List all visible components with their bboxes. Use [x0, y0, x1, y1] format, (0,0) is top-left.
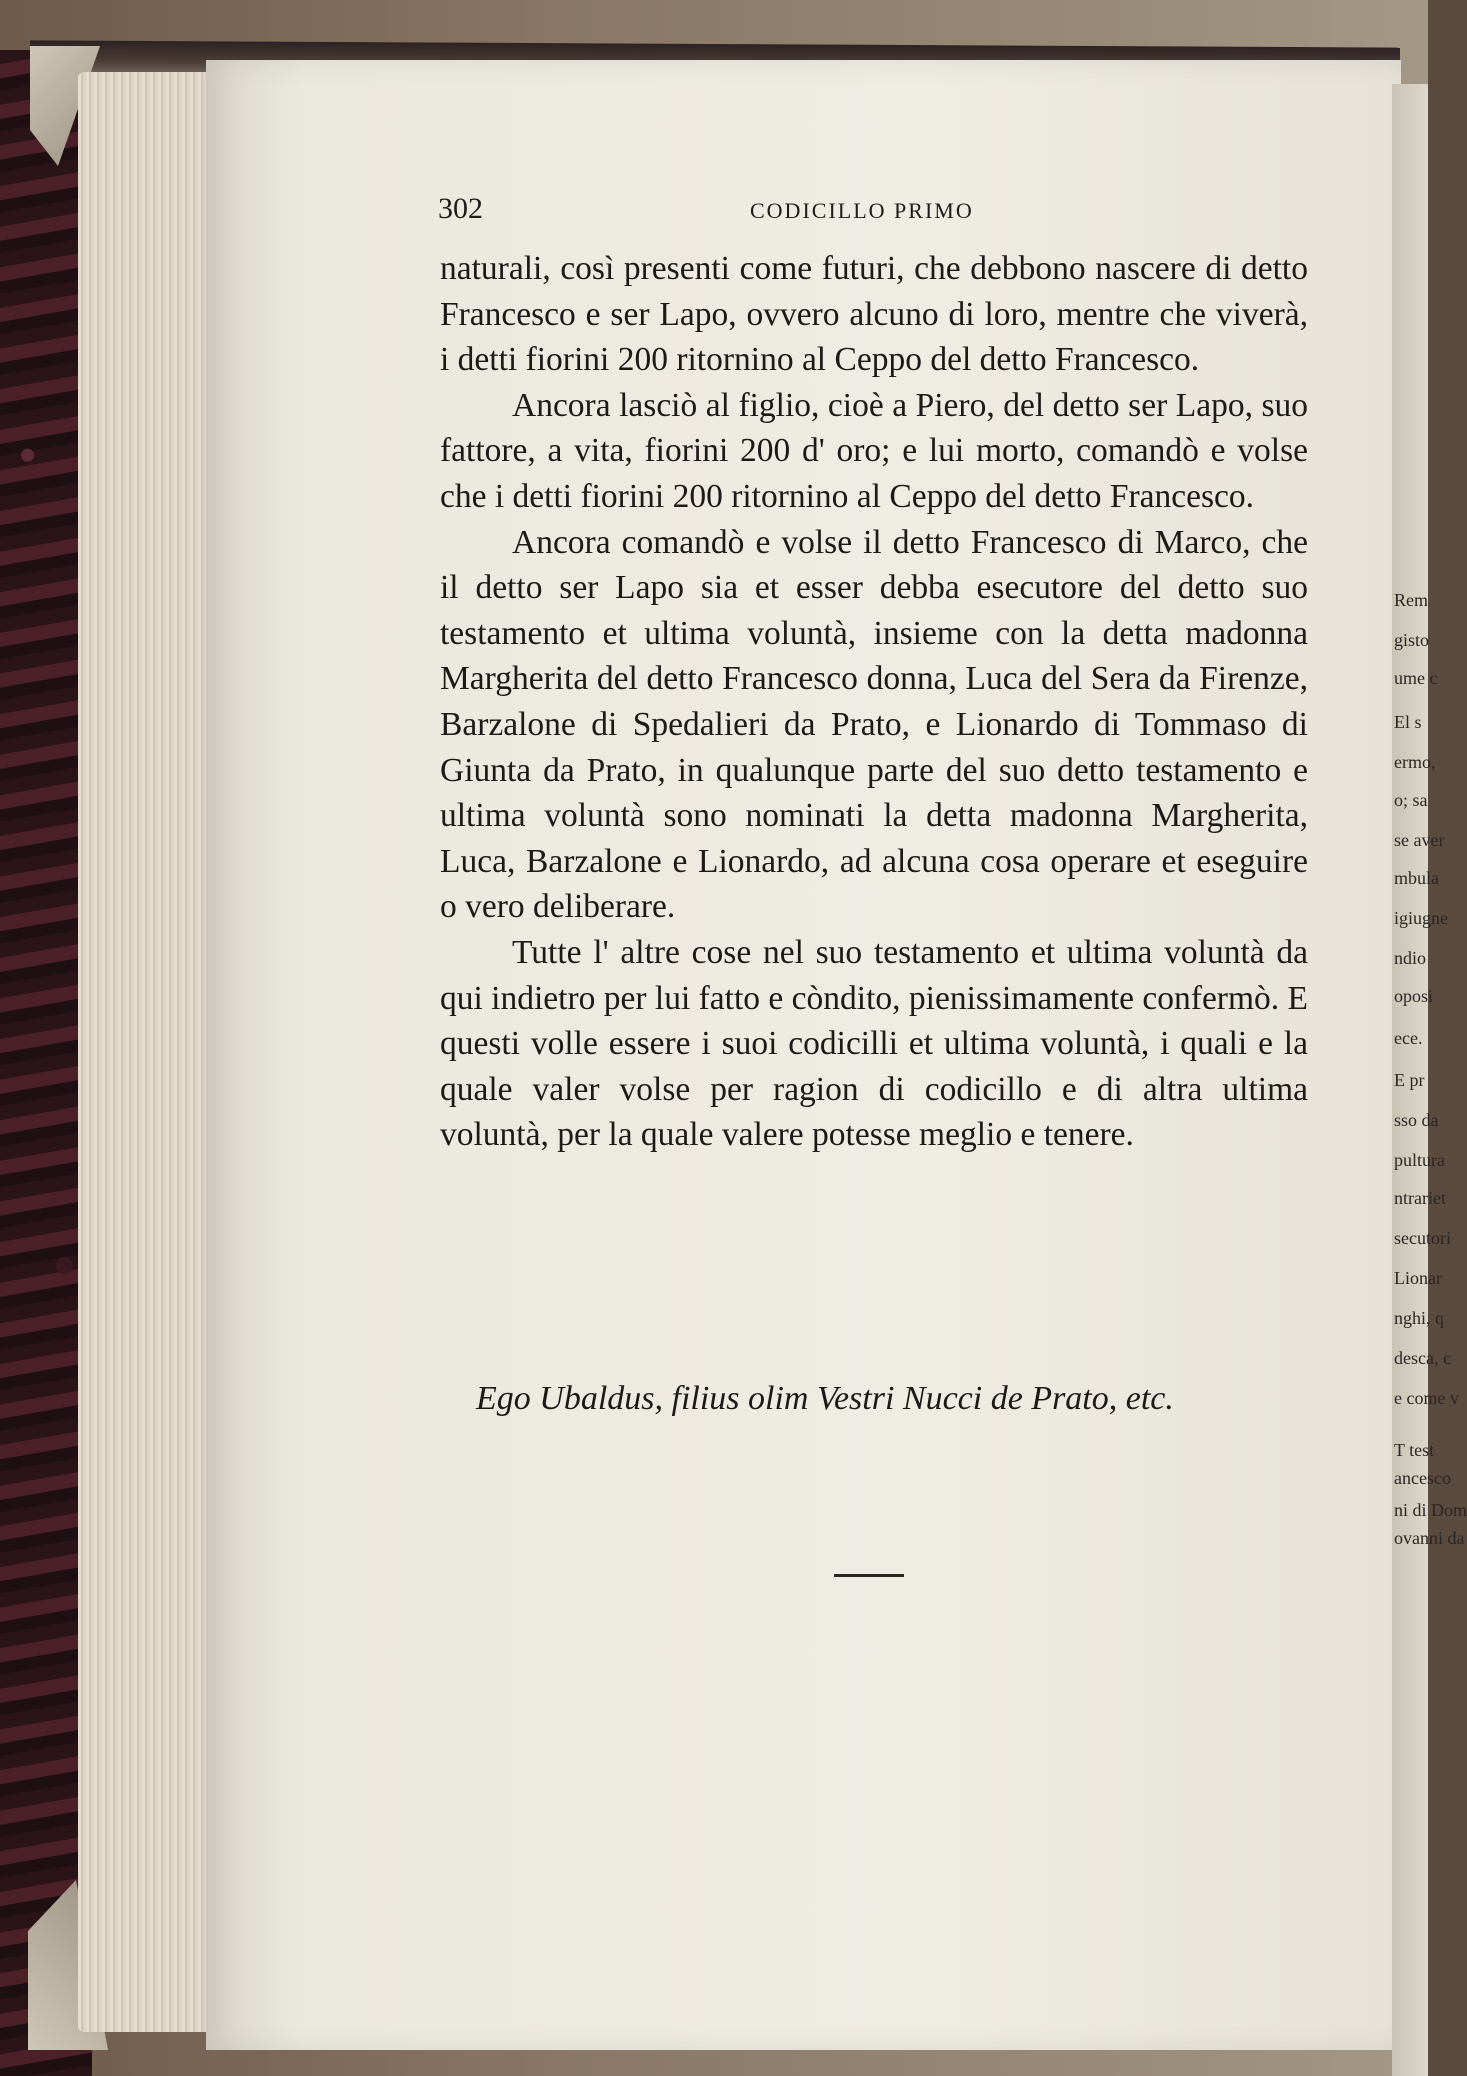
- next-page-fragment: ndio: [1394, 948, 1427, 968]
- next-page-fragment: El s: [1394, 712, 1422, 732]
- next-page-fragment: desca, c: [1394, 1348, 1451, 1368]
- next-page-fragment: oposi: [1394, 986, 1434, 1006]
- next-page-fragment: nghi, q: [1394, 1308, 1445, 1328]
- next-page-fragment: ovanni da: [1394, 1528, 1465, 1548]
- next-page-fragment: Lionar: [1394, 1268, 1442, 1288]
- page-edges: [78, 72, 218, 2032]
- next-page-fragment: igiugne: [1394, 908, 1448, 928]
- next-page-fragment: E pr: [1394, 1070, 1425, 1090]
- paragraph: Ancora lasciò al figlio, cioè a Piero, del detto ser Lapo, suo fattore, a vita, fiorini 200 d' oro; e lui morto, comandò e volse che i detti fiorini 200 ritornino al Ceppo del detto Francesco.: [440, 386, 1308, 515]
- paragraph: Tutte l' altre cose nel suo testamento et ultima voluntà da qui indietro per lui fatto e còndito, pienissimamente confermò. E questi volle essere i suoi codicilli et ultima voluntà, i quali e la quale valer volse per ragion di codicillo e di altra ultima voluntà, per la quale valere potesse meglio e tenere.: [440, 933, 1308, 1154]
- signature-line: Ego Ubaldus, filius olim Vestri Nucci de Prato, etc.: [476, 1380, 1174, 1417]
- next-page-fragment: T test: [1394, 1440, 1435, 1460]
- next-page-fragment: Rem: [1394, 590, 1428, 610]
- closing-rule: [834, 1574, 904, 1577]
- next-page-fragment: se aver: [1394, 830, 1445, 850]
- page-header: [438, 192, 1308, 232]
- next-page-fragment: ancesco: [1394, 1468, 1451, 1488]
- next-page-fragment: ume c: [1394, 668, 1438, 688]
- next-page-fragment: ntrariet: [1394, 1188, 1446, 1208]
- next-page-fragment: mbula: [1394, 868, 1439, 888]
- paragraph: Ancora comandò e volse il detto Francesco di Marco, che il detto ser Lapo sia et esser debba esecutore del detto suo testamento et ultima voluntà, insieme con la detta madonna Margherita del detto Francesco donna, Luca del Sera da Firenze, Barzalone di Spedalieri da Prato, e Lionardo di Tommaso di Giunta da Prato, in qualunque parte del suo detto testamento e ultima voluntà sono nominati la detta madonna Margherita, Luca, Barzalone e Lionardo, ad alcuna cosa operare et eseguire o vero deliberare.: [440, 523, 1308, 926]
- next-page-fragment: gisto: [1394, 630, 1430, 650]
- body-text: [440, 246, 1308, 1158]
- next-page-fragment: ni di Dom: [1394, 1500, 1467, 1520]
- next-page-fragment: e come v: [1394, 1388, 1459, 1408]
- next-page-fragment: pultura: [1394, 1150, 1445, 1170]
- next-page-fragment: secutori: [1394, 1228, 1451, 1248]
- next-page-edge: [1392, 84, 1467, 2076]
- next-page-fragment: ermo,: [1394, 752, 1436, 772]
- page-number: 302: [438, 192, 483, 225]
- next-page-fragment: sso da: [1394, 1110, 1439, 1130]
- next-page-fragment: ece.: [1394, 1028, 1423, 1048]
- running-head: CODICILLO PRIMO: [750, 198, 974, 223]
- next-page-fragment: o; sa: [1394, 790, 1428, 810]
- paragraph: naturali, così presenti come futuri, che debbono nascere di detto Francesco e ser Lapo, ovvero alcuno di loro, mentre che viverà, i detti fiorini 200 ritornino al Ceppo del detto Francesco.: [440, 250, 1308, 379]
